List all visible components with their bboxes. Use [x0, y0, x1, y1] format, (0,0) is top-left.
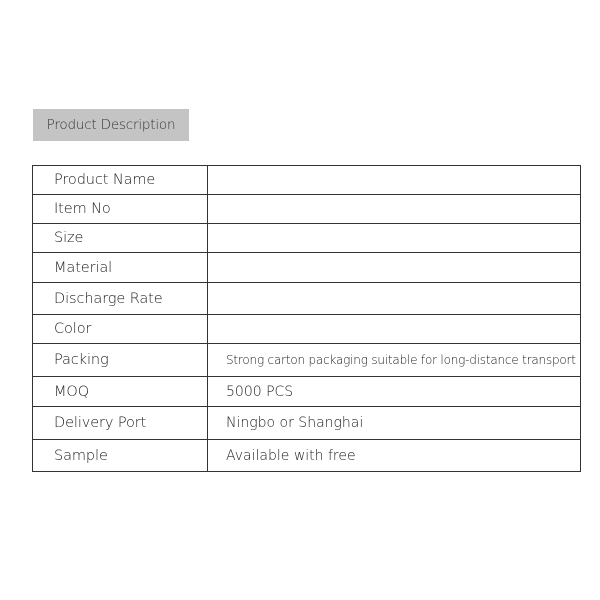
spec-label: MOQ — [33, 377, 208, 407]
table-row-delivery-port — [33, 407, 581, 440]
spec-value: Ningbo or Shanghai — [208, 407, 581, 440]
spec-label: Packing — [33, 344, 208, 377]
table-row-material — [33, 253, 581, 283]
spec-label: Material — [33, 253, 208, 283]
table-row-item-no — [33, 195, 581, 224]
section-title-tab: Product Description — [33, 109, 189, 141]
spec-value: 5000 PCS — [208, 377, 581, 407]
table-row-color — [33, 315, 581, 344]
table-row-packing — [33, 344, 581, 377]
spec-label: Size — [33, 224, 208, 253]
table-row-size — [33, 224, 581, 253]
spec-label: Color — [33, 315, 208, 344]
spec-label: Discharge Rate — [33, 283, 208, 315]
table-row-product-name — [33, 166, 581, 195]
spec-value — [208, 315, 581, 344]
spec-label: Sample — [33, 440, 208, 472]
spec-value: Available with free — [208, 440, 581, 472]
spec-value: Strong carton packaging suitable for long-distance transport — [208, 344, 581, 377]
spec-value — [208, 224, 581, 253]
table-row-discharge-rate — [33, 283, 581, 315]
table-row-sample — [33, 440, 581, 472]
spec-label: Product Name — [33, 166, 208, 195]
spec-value — [208, 195, 581, 224]
spec-label: Delivery Port — [33, 407, 208, 440]
product-spec-table — [32, 165, 581, 472]
table-row-moq — [33, 377, 581, 407]
spec-label: Item No — [33, 195, 208, 224]
spec-value — [208, 283, 581, 315]
spec-value — [208, 166, 581, 195]
spec-value — [208, 253, 581, 283]
